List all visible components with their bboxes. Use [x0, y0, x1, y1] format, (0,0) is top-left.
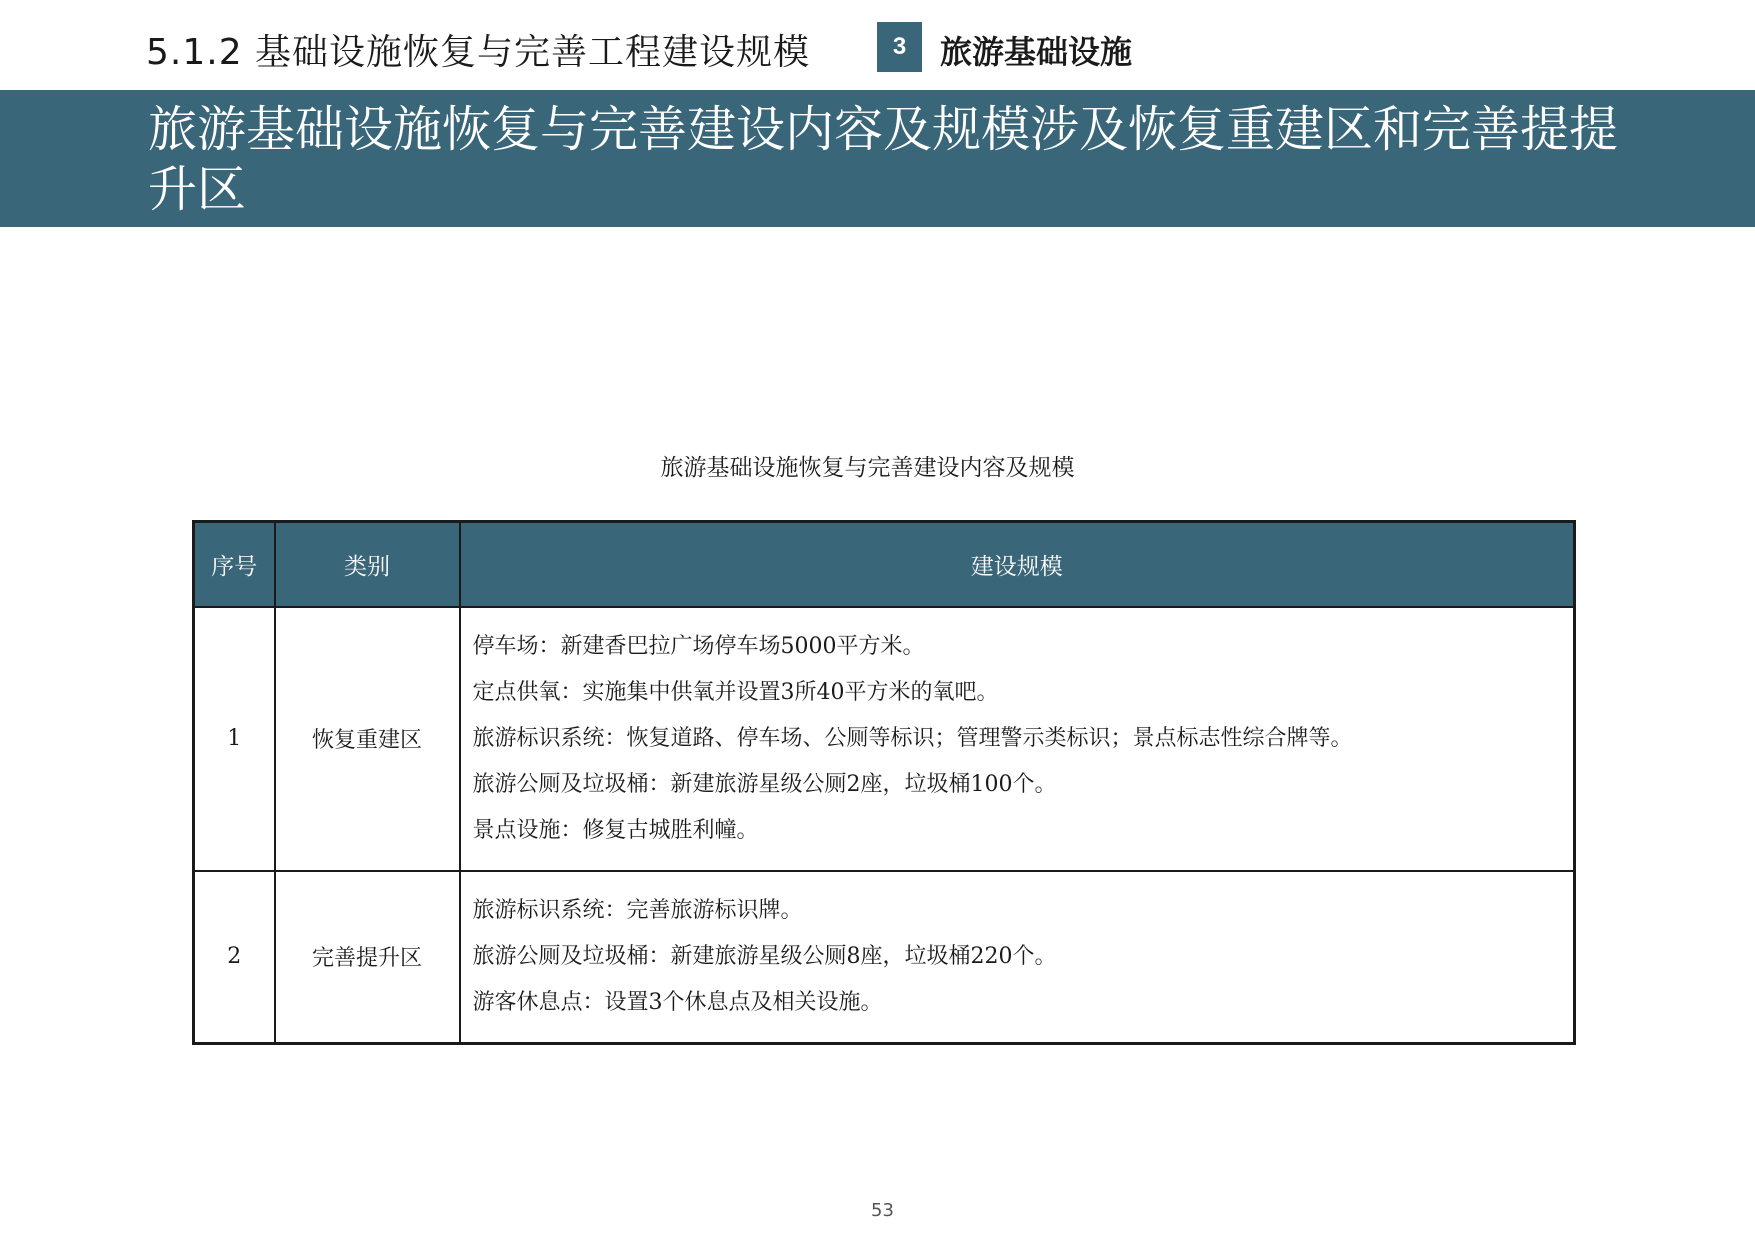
content-line: 旅游公厕及垃圾桶：新建旅游星级公厕8座，垃圾桶220个。 — [472, 943, 1057, 969]
table-caption: 旅游基础设施恢复与完善建设内容及规模 — [660, 455, 1075, 481]
content-line: 景点设施：修复古城胜利幢。 — [472, 817, 759, 843]
title-banner — [0, 90, 1755, 227]
content-line: 停车场：新建香巴拉广场停车场5000平方米。 — [472, 633, 925, 659]
page-number: 53 — [871, 1200, 894, 1221]
table-header-row — [194, 522, 1575, 607]
table-row — [194, 607, 1575, 871]
chapter-title: 旅游基础设施 — [940, 33, 1133, 71]
section-heading: 5.1.2 基础设施恢复与完善工程建设规模 — [146, 32, 811, 73]
row-number: 1 — [194, 607, 275, 871]
content-line: 旅游公厕及垃圾桶：新建旅游星级公厕2座，垃圾桶100个。 — [472, 771, 1057, 797]
header-cell-category: 类别 — [275, 522, 460, 607]
page-title: 旅游基础设施恢复与完善建设内容及规模涉及恢复重建区和完善提提升区 — [148, 101, 1619, 218]
content-line: 旅游标识系统：恢复道路、停车场、公厕等标识；管理警示类标识；景点标志性综合牌等。 — [472, 725, 1353, 751]
row-content — [460, 871, 1575, 1044]
top-header — [0, 0, 1755, 90]
header-cell-scale: 建设规模 — [460, 522, 1575, 607]
construction-scale-table — [192, 520, 1576, 1045]
content-line: 旅游标识系统：完善旅游标识牌。 — [472, 897, 803, 923]
row-category: 完善提升区 — [275, 871, 460, 1044]
header-cell-no: 序号 — [194, 522, 275, 607]
content-line: 游客休息点：设置3个休息点及相关设施。 — [472, 989, 883, 1015]
chapter-number-badge: 3 — [877, 22, 922, 72]
row-content — [460, 607, 1575, 871]
table-row — [194, 871, 1575, 1044]
row-number: 2 — [194, 871, 275, 1044]
row-category: 恢复重建区 — [275, 607, 460, 871]
content-line: 定点供氧：实施集中供氧并设置3所40平方米的氧吧。 — [472, 679, 999, 705]
